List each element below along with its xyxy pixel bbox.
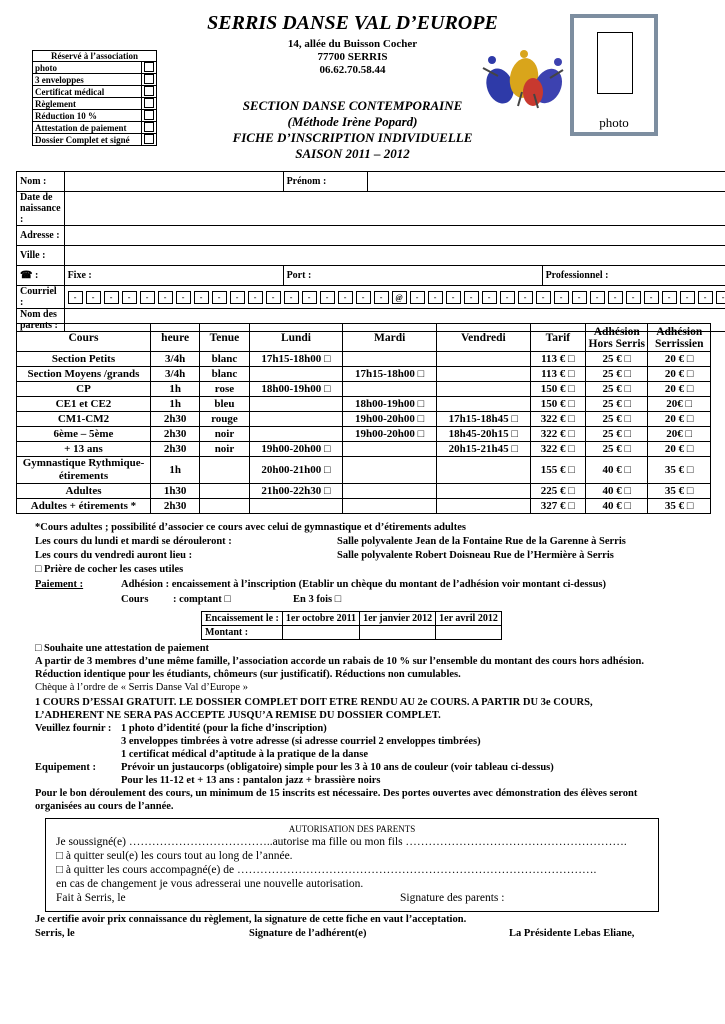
course-row — [17, 442, 711, 457]
course-cell: bleu — [200, 397, 249, 412]
fournir-photo: 1 photo d’identité (pour la fiche d’inscription) — [121, 723, 327, 734]
course-header-cell: Mardi — [343, 324, 437, 352]
section-heading — [190, 98, 515, 162]
email-char-cell[interactable]: - — [230, 291, 245, 304]
telephone-icon: ☎ — [20, 270, 33, 281]
paiement-line — [35, 579, 606, 590]
email-char-cell[interactable]: - — [680, 291, 695, 304]
reduction-text: Réduction identique pour les étudiants, chômeurs (sur justificatif). Réductions non cumulables. — [35, 669, 461, 680]
course-cell — [343, 499, 437, 514]
course-cell — [249, 367, 343, 382]
course-cell — [200, 499, 249, 514]
course-cell — [436, 499, 530, 514]
reserved-item-label: Attestation de paiement — [33, 122, 142, 134]
reserved-row — [33, 86, 157, 98]
club-title: SERRIS DANSE VAL D’EUROPE — [207, 12, 498, 34]
photo-frame — [570, 14, 658, 136]
email-char-cell[interactable]: - — [536, 291, 551, 304]
courriel-field[interactable] — [64, 286, 725, 309]
course-cell: noir — [200, 442, 249, 457]
course-cell[interactable]: 150 € □ — [530, 397, 585, 412]
email-char-cell[interactable]: - — [518, 291, 533, 304]
course-cell[interactable]: 19h00-20h00 □ — [343, 412, 437, 427]
course-cell[interactable]: 18h45-20h15 □ — [436, 427, 530, 442]
telephone-colon: : — [34, 270, 39, 281]
fixe-field[interactable] — [64, 266, 283, 286]
email-char-cell[interactable]: - — [320, 291, 335, 304]
course-cell — [343, 484, 437, 499]
cours-label: Cours — [121, 594, 149, 605]
email-char-cell[interactable]: - — [572, 291, 587, 304]
course-cell[interactable]: 20€ □ — [648, 397, 711, 412]
course-cell — [436, 352, 530, 367]
course-cell[interactable]: 25 € □ — [586, 412, 648, 427]
minimum-inscrits: Pour le bon déroulement des cours, un minimum de 15 inscrits est nécessaire. Des portes ouvertes avec démonstration des élèves seront — [35, 788, 638, 799]
fait-a-serris[interactable]: Fait à Serris, le — [56, 892, 126, 904]
quitter-accompagne-option[interactable]: □ à quitter les cours accompagné(e) de …………………………………………………………………………………. — [56, 864, 597, 876]
reserved-row — [33, 122, 157, 134]
course-cell[interactable]: 20€ □ — [648, 427, 711, 442]
course-cell — [249, 412, 343, 427]
soussigne-line[interactable]: Je soussigné(e) ………………………………..autorise ma fille ou mon fils …………………………………………………. — [56, 836, 627, 848]
email-char-cell[interactable]: - — [338, 291, 353, 304]
prenom-label: Prénom : — [283, 172, 367, 192]
fixe-label: Fixe : — [67, 270, 92, 281]
encaissement-header: 1er octobre 2011 — [282, 612, 359, 626]
equipement-pantalon: Pour les 11-12 et + 13 ans : pantalon jazz + brassière noirs — [121, 775, 381, 786]
serris-le[interactable]: Serris, le — [35, 928, 75, 939]
identity-form — [16, 171, 725, 332]
email-char-cell[interactable]: - — [644, 291, 659, 304]
course-cell — [436, 457, 530, 484]
course-cell — [249, 499, 343, 514]
fournir-line — [35, 723, 327, 734]
signature-parents[interactable]: Signature des parents : — [400, 892, 505, 904]
email-char-cell[interactable]: - — [626, 291, 641, 304]
email-char-cell[interactable]: - — [500, 291, 515, 304]
course-cell[interactable]: 322 € □ — [530, 442, 585, 457]
email-char-cell[interactable]: - — [194, 291, 209, 304]
salle-doisneau: Salle polyvalente Robert Doisneau Rue de l’Hermière à Serris — [337, 550, 614, 561]
adresse-field[interactable] — [64, 226, 725, 246]
essai-gratuit: 1 COURS D’ESSAI GRATUIT. LE DOSSIER COMPLET DOIT ETRE RENDU AU 2e COURS. A PARTIR DU 3e COURS, — [35, 697, 593, 708]
email-char-cell[interactable]: - — [248, 291, 263, 304]
course-header-cell: Lundi — [249, 324, 343, 352]
course-cell: rouge — [200, 412, 249, 427]
email-char-cell[interactable]: - — [554, 291, 569, 304]
portes-ouvertes: organisées au cours de l’année. — [35, 801, 174, 812]
comptant-option[interactable]: : comptant □ — [173, 594, 231, 605]
email-char-cell[interactable]: - — [140, 291, 155, 304]
email-char-cell[interactable]: - — [716, 291, 725, 304]
course-cell[interactable]: 17h15-18h00 □ — [249, 352, 343, 367]
photo-placeholder — [597, 32, 633, 94]
dossier-complet: L’ADHERENT NE SERA PAS ACCEPTE JUSQU’A REMISE DU DOSSIER COMPLET. — [35, 710, 441, 721]
note-vendredi — [35, 550, 614, 561]
course-cell[interactable]: 20 € □ — [648, 382, 711, 397]
course-cell: rose — [200, 382, 249, 397]
email-char-cell[interactable]: - — [302, 291, 317, 304]
course-cell[interactable]: 322 € □ — [530, 427, 585, 442]
reserved-checkbox[interactable] — [142, 86, 157, 98]
course-cell[interactable]: 20h15-21h45 □ — [436, 442, 530, 457]
course-cell[interactable]: 25 € □ — [586, 382, 648, 397]
course-row — [17, 484, 711, 499]
course-cell: 1h30 — [150, 484, 199, 499]
course-row — [17, 457, 711, 484]
email-char-cell[interactable]: - — [410, 291, 425, 304]
course-row — [17, 412, 711, 427]
email-char-cell[interactable]: - — [104, 291, 119, 304]
parents-label: Nom des parents : — [17, 309, 65, 332]
encaissement-header: Encaissement le : — [202, 612, 283, 626]
attestation-checkbox[interactable]: □ Souhaite une attestation de paiement — [35, 643, 210, 654]
note-cocher: □ Prière de cocher les cases utiles — [35, 564, 184, 575]
course-header-cell: heure — [150, 324, 199, 352]
form-title: FICHE D’INSCRIPTION INDIVIDUELLE — [232, 130, 473, 145]
pro-label: Professionnel : — [545, 270, 609, 281]
course-name: CM1-CM2 — [17, 412, 151, 427]
reserved-row — [33, 134, 157, 146]
encaissement-table — [201, 611, 502, 640]
quitter-seul-option[interactable]: □ à quitter seul(e) les cours tout au long de l’année. — [56, 850, 293, 862]
course-cell[interactable]: 17h15-18h00 □ — [343, 367, 437, 382]
course-cell[interactable]: 40 € □ — [586, 499, 648, 514]
naissance-field[interactable] — [64, 192, 725, 226]
paiement-adhesion: Adhésion : encaissement à l’inscription (Etablir un chèque du montant de l’adhésion voir montant ci-dessus) — [121, 579, 606, 590]
email-char-cell[interactable]: - — [698, 291, 713, 304]
fournir-enveloppes: 3 enveloppes timbrées à votre adresse (si adresse courriel 2 enveloppes timbrées) — [121, 736, 481, 747]
email-char-cell[interactable]: - — [374, 291, 389, 304]
course-cell — [436, 367, 530, 382]
course-name: Section Moyens /grands — [17, 367, 151, 382]
courses-table — [16, 323, 711, 514]
course-header-cell: Vendredi — [436, 324, 530, 352]
email-char-cell[interactable]: - — [608, 291, 623, 304]
montant-cell-3[interactable] — [436, 626, 502, 640]
course-cell: noir — [200, 427, 249, 442]
course-cell[interactable]: 18h00-19h00 □ — [249, 382, 343, 397]
course-cell — [343, 442, 437, 457]
course-row — [17, 352, 711, 367]
montant-cell-2[interactable] — [360, 626, 436, 640]
course-cell[interactable]: 20 € □ — [648, 352, 711, 367]
course-cell — [343, 352, 437, 367]
course-name: Section Petits — [17, 352, 151, 367]
ville-field[interactable] — [64, 246, 725, 266]
course-cell[interactable]: 322 € □ — [530, 412, 585, 427]
course-name: 6ème – 5ème — [17, 427, 151, 442]
email-char-cell[interactable]: - — [212, 291, 227, 304]
reserved-checkbox[interactable] — [142, 74, 157, 86]
encaissement-header: 1er janvier 2012 — [360, 612, 436, 626]
course-cell: blanc — [200, 367, 249, 382]
reserved-box — [32, 50, 157, 146]
reserved-checkbox[interactable] — [142, 98, 157, 110]
course-header-cell: Tarif — [530, 324, 585, 352]
email-char-cell[interactable]: - — [590, 291, 605, 304]
reserved-checkbox[interactable] — [142, 122, 157, 134]
reserved-checkbox[interactable] — [142, 62, 157, 74]
course-cell: blanc — [200, 352, 249, 367]
section-title: SECTION DANSE CONTEMPORAINE — [242, 98, 463, 113]
season: SAISON 2011 – 2012 — [295, 146, 410, 161]
course-row — [17, 499, 711, 514]
course-row — [17, 397, 711, 412]
fournir-certificat: 1 certificat médical d’aptitude à la pratique de la danse — [121, 749, 369, 760]
course-name: + 13 ans — [17, 442, 151, 457]
signature-adherent[interactable]: Signature de l’adhérent(e) — [249, 928, 367, 939]
reserved-title: Réservé à l’association — [33, 51, 157, 62]
course-header-cell: Cours — [17, 324, 151, 352]
course-cell — [343, 382, 437, 397]
autorisation-box — [45, 818, 659, 912]
course-cell[interactable]: 225 € □ — [530, 484, 585, 499]
ville-label: Ville : — [17, 246, 65, 266]
email-char-cell[interactable]: - — [266, 291, 281, 304]
reserved-row — [33, 110, 157, 122]
photo-label: photo — [599, 115, 629, 130]
courriel-label: Courriel : — [17, 286, 65, 309]
reserved-row — [33, 74, 157, 86]
course-cell[interactable]: 327 € □ — [530, 499, 585, 514]
course-cell[interactable]: 155 € □ — [530, 457, 585, 484]
course-cell: 2h30 — [150, 427, 199, 442]
course-name: CP — [17, 382, 151, 397]
email-char-cell[interactable]: - — [446, 291, 461, 304]
course-cell — [249, 427, 343, 442]
course-cell[interactable]: 20 € □ — [648, 367, 711, 382]
course-cell[interactable]: 21h00-22h30 □ — [249, 484, 343, 499]
section-method: (Méthode Irène Popard) — [287, 114, 418, 129]
adresse-label: Adresse : — [17, 226, 65, 246]
presidente-signature: La Présidente Lebas Eliane, — [509, 928, 635, 939]
dancers-logo — [478, 48, 570, 112]
course-cell[interactable]: 113 € □ — [530, 352, 585, 367]
cours-paiement-line — [121, 594, 342, 605]
course-cell[interactable]: 25 € □ — [586, 367, 648, 382]
course-cell[interactable]: 19h00-20h00 □ — [343, 427, 437, 442]
course-cell[interactable]: 25 € □ — [586, 442, 648, 457]
pro-field[interactable] — [542, 266, 725, 286]
course-name: CE1 et CE2 — [17, 397, 151, 412]
reserved-item-label: photo — [33, 62, 142, 74]
course-header-cell: Adhésion Serrissien — [648, 324, 711, 352]
email-at-cell[interactable]: @ — [392, 291, 407, 304]
equipement-line — [35, 762, 554, 773]
nom-field[interactable] — [64, 172, 283, 192]
salle-fontaine: Salle polyvalente Jean de la Fontaine Rue de la Garenne à Serris — [337, 536, 626, 547]
course-cell[interactable]: 17h15-18h45 □ — [436, 412, 530, 427]
club-address — [190, 38, 515, 77]
email-char-cell[interactable]: - — [428, 291, 443, 304]
reserved-item-label: Réduction 10 % — [33, 110, 142, 122]
course-header-cell: Adhésion Hors Serris — [586, 324, 648, 352]
autorisation-title: AUTORISATION DES PARENTS — [288, 824, 416, 834]
course-cell — [436, 397, 530, 412]
course-cell[interactable]: 150 € □ — [530, 382, 585, 397]
course-cell — [343, 457, 437, 484]
reserved-row — [33, 98, 157, 110]
reserved-checkbox[interactable] — [142, 110, 157, 122]
reserved-row — [33, 62, 157, 74]
course-cell: 2h30 — [150, 412, 199, 427]
note-vendredi-label: Les cours du vendredi auront lieu : — [35, 550, 193, 561]
course-cell: 1h — [150, 397, 199, 412]
course-cell[interactable]: 113 € □ — [530, 367, 585, 382]
course-row — [17, 427, 711, 442]
address-line-1: 14, allée du Buisson Cocher — [287, 38, 418, 50]
course-name: Gymnastique Rythmique-étirements — [17, 457, 151, 484]
course-cell — [200, 457, 249, 484]
course-cell: 1h — [150, 457, 199, 484]
note-lundi-mardi — [35, 536, 626, 547]
montant-label: Montant : — [202, 626, 283, 640]
nom-label: Nom : — [17, 172, 65, 192]
certification-text: Je certifie avoir prix connaissance du règlement, la signature de cette fiche en vaut l’acceptation. — [35, 914, 467, 925]
course-header-cell: Tenue — [200, 324, 249, 352]
email-char-cell[interactable]: - — [284, 291, 299, 304]
email-char-cell[interactable]: - — [122, 291, 137, 304]
email-char-cell[interactable]: - — [464, 291, 479, 304]
course-cell — [200, 484, 249, 499]
phone-number: 06.62.70.58.44 — [319, 64, 386, 76]
course-cell[interactable]: 20h00-21h00 □ — [249, 457, 343, 484]
course-cell: 3/4h — [150, 352, 199, 367]
naissance-label: Date de naissance : — [17, 192, 65, 226]
course-cell — [436, 382, 530, 397]
email-char-cell[interactable]: - — [176, 291, 191, 304]
course-cell: 2h30 — [150, 499, 199, 514]
reserved-checkbox[interactable] — [142, 134, 157, 146]
course-cell[interactable]: 35 € □ — [648, 499, 711, 514]
course-cell[interactable]: 35 € □ — [648, 484, 711, 499]
reserved-item-label: Dossier Complet et signé — [33, 134, 142, 146]
course-cell: 1h — [150, 382, 199, 397]
equipement-label: Equipement : — [35, 762, 96, 773]
course-cell — [249, 397, 343, 412]
course-cell[interactable]: 25 € □ — [586, 427, 648, 442]
prenom-field[interactable] — [367, 172, 725, 192]
changement-text: en cas de changement je vous adresserai une nouvelle autorisation. — [56, 878, 364, 890]
rabais-text: A partir de 3 membres d’une même famille, l’association accorde un rabais de 10 % sur l’ensemble du montant des cours hors adhésion. — [35, 656, 644, 667]
port-label: Port : — [286, 270, 312, 281]
course-cell[interactable]: 40 € □ — [586, 457, 648, 484]
equipement-justaucorps: Prévoir un justaucorps (obligatoire) simple pour les 3 à 10 ans de couleur (voir tableau ci-dessus) — [121, 762, 554, 773]
course-cell[interactable]: 35 € □ — [648, 457, 711, 484]
fournir-label: Veuillez fournir : — [35, 723, 112, 734]
email-char-cell[interactable]: - — [662, 291, 677, 304]
course-cell[interactable]: 19h00-20h00 □ — [249, 442, 343, 457]
course-cell: 2h30 — [150, 442, 199, 457]
course-row — [17, 367, 711, 382]
email-char-cell[interactable]: - — [482, 291, 497, 304]
course-cell — [436, 484, 530, 499]
reserved-item-label: 3 enveloppes — [33, 74, 142, 86]
course-name: Adultes + étirements * — [17, 499, 151, 514]
port-field[interactable] — [283, 266, 542, 286]
course-cell[interactable]: 40 € □ — [586, 484, 648, 499]
course-row — [17, 382, 711, 397]
course-cell[interactable]: 20 € □ — [648, 442, 711, 457]
note-adultes: *Cours adultes ; possibilité d’associer ce cours avec celui de gymnastique et d’étirements adultes — [35, 522, 466, 533]
course-cell[interactable]: 25 € □ — [586, 397, 648, 412]
trois-fois-option[interactable]: En 3 fois □ — [293, 594, 342, 605]
course-cell[interactable]: 25 € □ — [586, 352, 648, 367]
reserved-item-label: Certificat médical — [33, 86, 142, 98]
email-char-cell[interactable]: - — [356, 291, 371, 304]
note-lundi-mardi-label: Les cours du lundi et mardi se dérouleront : — [35, 536, 232, 547]
email-char-cell[interactable]: - — [68, 291, 83, 304]
course-cell[interactable]: 18h00-19h00 □ — [343, 397, 437, 412]
paiement-label: Paiement : — [35, 579, 84, 590]
course-cell: 3/4h — [150, 367, 199, 382]
cheque-ordre: Chèque à l’ordre de « Serris Danse Val d’Europe » — [35, 682, 248, 693]
reserved-item-label: Règlement — [33, 98, 142, 110]
address-line-2: 77700 SERRIS — [317, 51, 388, 63]
course-cell[interactable]: 20 € □ — [648, 412, 711, 427]
montant-cell-1[interactable] — [282, 626, 359, 640]
email-char-cell[interactable]: - — [86, 291, 101, 304]
telephone-label — [17, 266, 65, 286]
course-name: Adultes — [17, 484, 151, 499]
email-char-cell[interactable]: - — [158, 291, 173, 304]
encaissement-header: 1er avril 2012 — [436, 612, 502, 626]
